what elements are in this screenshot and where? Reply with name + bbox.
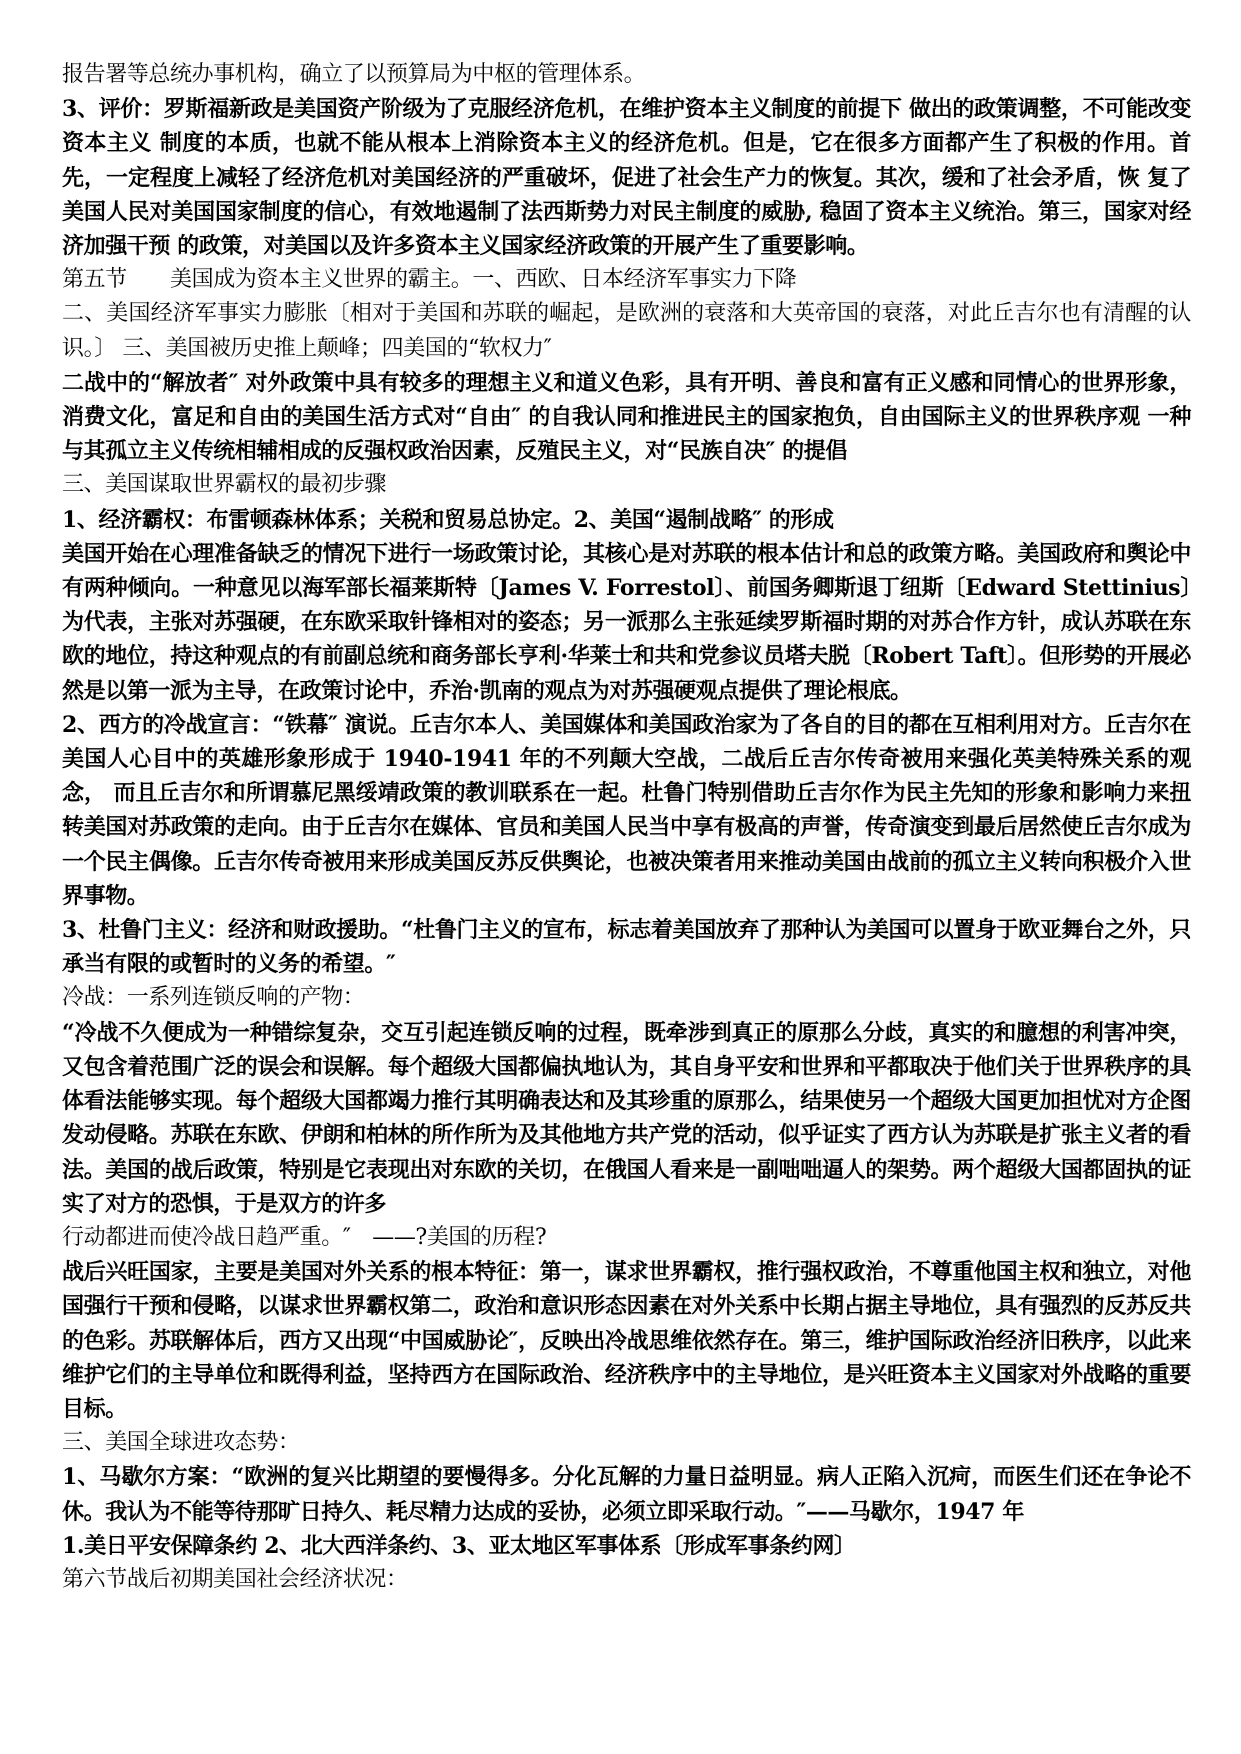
- paragraph-9: 2、西方的冷战宣言：“铁幕″ 演说。丘吉尔本人、美国媒体和美国政治家为了各自的目的都在互相利用对方。丘吉尔在美国人心目中的英雄形象形成于 1940-1941 年的不列颠大空战，二战后丘吉尔传奇被用来强化英美特殊关系的观念， 而且丘吉尔和所谓慕尼黑绥靖政策的教训联系在一起。杜鲁门特别借助丘吉尔作为民主先知的形象和影响力来扭转美国对苏政策的走向。由于丘吉尔在媒体、官员和美国人民当中享有极高的声誉，传奇演变到最后居然使丘吉尔成为一个民主偶像。丘吉尔传奇被用来形成美国反苏反供舆论，也被决策者用来推动美国由战前的孤立主义转向积极介入世界事物。: [62, 711, 1191, 909]
- paragraph-1: 报告署等总统办事机构，确立了以预算局为中枢的管理体系。: [62, 62, 646, 87]
- paragraph-2: 3、评价：罗斯福新政是美国资产阶级为了克服经济危机，在维护资本主义制度的前提下 做出的政策调整，不可能改变资本主义 制度的本质，也就不能从根本上消除资本主义的经济危机。但是，它在很多方面都产生了积极的作用。首先，一定程度上减轻了经济危机对美国经济的严重破坏，促进了社会生产力的恢复。其次，缓和了社会矛盾，恢 复了美国人民对美国国家制度的信心，有效地遏制了法西斯势力对民主制度的威胁, 稳固了资本主义统治。第三，国家对经济加强干预 的政策，对美国以及许多资本主义国家经济政策的开展产生了重要影响。: [62, 96, 1191, 260]
- paragraph-10: 3、杜鲁门主义：经济和财政援助。“杜鲁门主义的宣布，标志着美国放弃了那种认为美国可以置身于欧亚舞台之外，只承当有限的或暂时的义务的希望。″: [62, 917, 1191, 978]
- paragraph-5: 二战中的“解放者″ 对外政策中具有较多的理想主义和道义色彩，具有开明、善良和富有正义感和同情心的世界形象，消费文化，富足和自由的美国生活方式对“自由″ 的自我认同和推进民主的国家抱负，自由国际主义的世界秩序观 一种与其孤立主义传统相辅相成的反强权政治因素，反殖民主义，对“民族自决″ 的提倡: [62, 369, 1191, 465]
- paragraph-14: 战后兴旺国家，主要是美国对外关系的根本特征：第一，谋求世界霸权，推行强权政治，不尊重他国主权和独立，对他国强行干预和侵略，以谋求世界霸权第二，政治和意识形态因素在对外关系中长期占据主导地位，具有强烈的反苏反共的色彩。苏联解体后，西方又出现“中国威胁论″，反映出冷战思维依然存在。第三，维护国际政治经济旧秩序，以此来维护它们的主导单位和既得利益，坚持西方在国际政治、经济秩序中的主导地位，是兴旺资本主义国家对外战略的重要目标。: [62, 1259, 1191, 1422]
- paragraph-17: 1.美日平安保障条约 2、北大西洋条约、3、亚太地区军事体系〔形成军事条约网〕: [62, 1532, 856, 1559]
- section-heading-6: 第六节战后初期美国社会经济状况：: [62, 1566, 408, 1592]
- subheading-global-offensive: 三、美国全球进攻态势：: [62, 1430, 300, 1456]
- paragraph-4: 二、美国经济军事实力膨胀〔相对于美国和苏联的崛起，是欧洲的衰落和大英帝国的衰落，对此丘吉尔也有清醒的认识。〕 三、美国被历史推上颠峰；四美国的“软权力″: [62, 301, 1191, 361]
- paragraph-8: 美国开始在心理准备缺乏的情况下进行一场政策讨论，其核心是对苏联的根本估计和总的政策方略。美国政府和舆论中有两种倾向。一种意见以海军部长福莱斯特〔James V. Forrestol〕、前国务卿斯退丁纽斯〔Edward Stettinius〕为代表，主张对苏强硬，在东欧采取针锋相对的姿态；另一派那么主张延续罗斯福时期的对苏合作方针，成认苏联在东欧的地位，持这种观点的有前副总统和商务部长亨利·华莱士和共和党参议员塔夫脱〔Robert Taft〕。但形势的开展必然是以第一派为主导，在政策讨论中，乔治·凯南的观点为对苏强硬观点提供了理论根底。: [62, 540, 1191, 704]
- section-heading-5: 第五节 美国成为资本主义世界的霸主。一、西欧、日本经济军事实力下降: [62, 267, 797, 293]
- paragraph-13: 行动都进而使冷战日趋严重。″ ——?美国的历程?: [62, 1224, 547, 1250]
- paragraph-11: 冷战：一系列连锁反响的产物：: [62, 985, 365, 1011]
- paragraph-7: 1、经济霸权：布雷顿森林体系；关税和贸易总协定。2、美国“遏制战略″ 的形成: [62, 506, 834, 533]
- paragraph-12: “冷战不久便成为一种错综复杂，交互引起连锁反响的过程，既牵涉到真正的原那么分歧，真实的和臆想的利害冲突，又包含着范围广泛的误会和误解。每个超级大国都偏执地认为，其自身平安和世界和平都取决于他们关于世界秩序的具体看法能够实现。每个超级大国都竭力推行其明确表达和及其珍重的原那么，结果使另一个超级大国更加担忧对方企图发动侵略。苏联在东欧、伊朗和柏林的所作所为及其他地方共产党的活动，似乎证实了西方认为苏联是扩张主义者的看法。美国的战后政策，特别是它表现出对东欧的关切，在俄国人看来是一副咄咄逼人的架势。两个超级大国都固执的证实了对方的恐惧，于是双方的许多: [62, 1019, 1191, 1217]
- subheading-first-steps: 三、美国谋取世界霸权的最初步骤: [62, 472, 387, 498]
- paragraph-16: 1、马歇尔方案：“欧洲的复兴比期望的要慢得多。分化瓦解的力量日益明显。病人正陷入沉疴，而医生们还在争论不休。我认为不能等待那旷日持久、耗尽精力达成的妥协，必须立即采取行动。″——马歇尔，1947 年: [62, 1464, 1191, 1525]
